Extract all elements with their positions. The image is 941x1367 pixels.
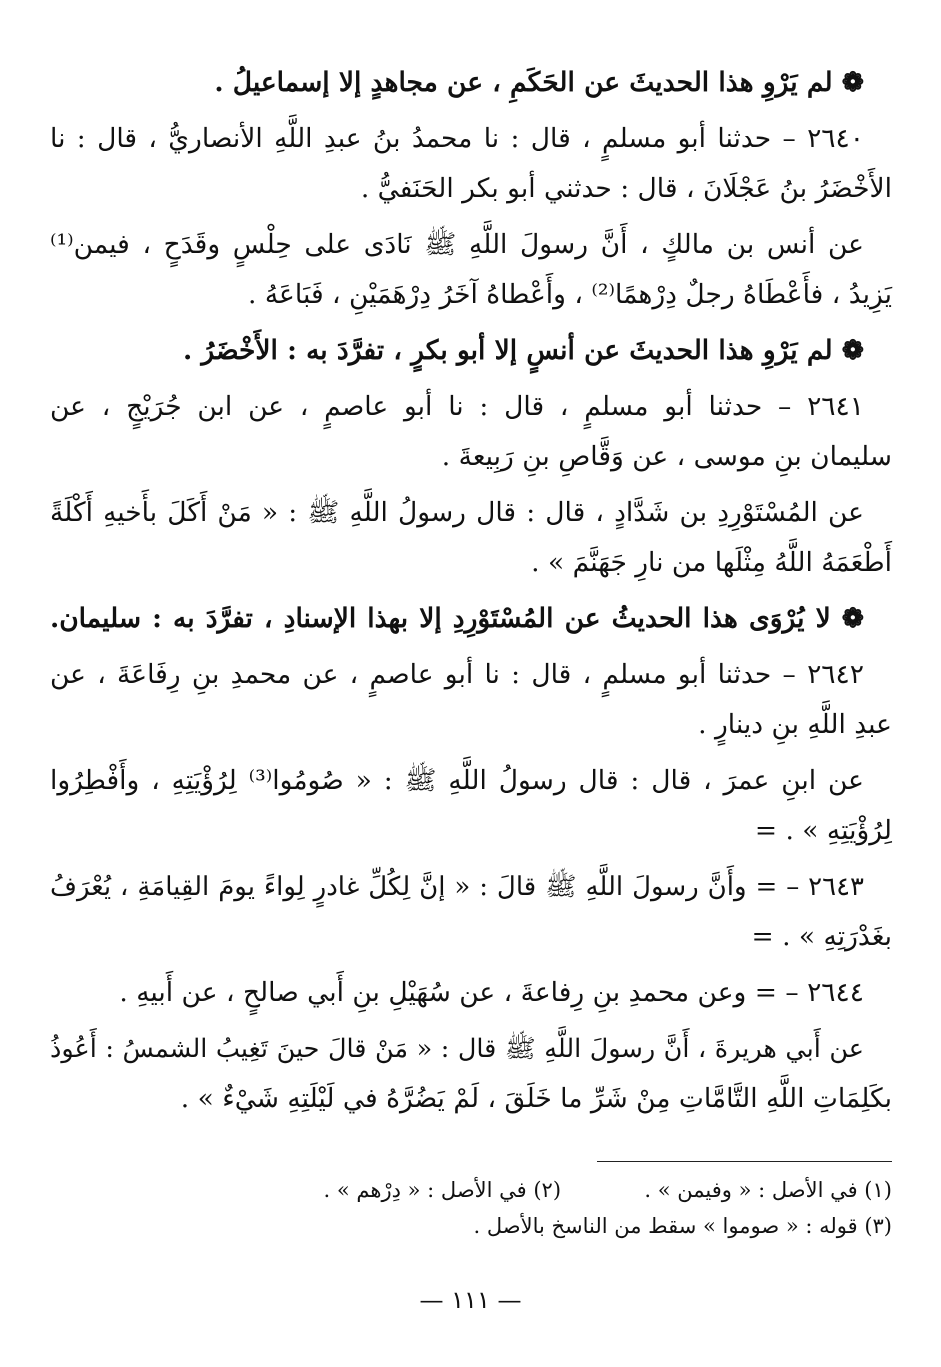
page-body — [50, 58, 892, 1124]
text-line: لِرُؤْيَتِهِ » . = — [754, 815, 892, 846]
footnote-line-1 — [50, 1172, 892, 1208]
text-line: ٢٦٤٤ – = وعن محمدِ بنِ رِفاعةَ ، عن سُهَيْلِ بنِ أَبي صالحٍ ، عن أَبيهِ . — [119, 977, 864, 1008]
commentary-line: ❁ لم يَرْوِ هذا الحديثَ عن أنسٍ إلا أبو بكرٍ ، تفرَّدَ به : الأَخْضَرُ . — [182, 335, 864, 366]
text-line: عن ابنِ عمرَ ، قال : قال رسولُ اللَّهِ ﷺ : « صُومُوا⁽³⁾ لِرُؤْيَتِهِ ، وأَفْطِرُوا — [50, 765, 864, 796]
page-number: — ١١١ — — [419, 1286, 522, 1314]
footnote-3: (٣) قوله : « صوموا » سقط من الناسخ بالأصل . — [473, 1214, 892, 1238]
footnote-1: (١) في الأصل : « وفيمن » . — [644, 1178, 892, 1202]
text-line: بكَلِمَاتِ اللَّهِ التَّامَّاتِ مِنْ شَرِّ ما خَلَقَ ، لَمْ يَضُرَّهُ في لَيْلَتِهِ شَيْءٌ » . — [180, 1083, 892, 1114]
commentary-line: ❁ لم يَرْوِ هذا الحديثَ عن الحَكَمِ ، عن مجاهدٍ إلا إسماعيلُ . — [214, 67, 864, 98]
text-line: عن أَبي هريرةَ ، أَنَّ رسولَ اللَّهِ ﷺ قال : « مَنْ قالَ حينَ تَغِيبُ الشمسُ : أَعُوذُ — [50, 1034, 864, 1064]
text-line: أَطْعَمَهُ اللَّهُ مِثْلَها من نارِ جَهَنَّمَ » . — [531, 547, 892, 578]
text-line: عبدِ اللَّهِ بنِ دينارٍ . — [698, 709, 892, 740]
text-line: ٢٦٤٠ – حدثنا أبو مسلمٍ ، قال : نا محمدُ بنُ عبدِ اللَّهِ الأنصاريُّ ، قال : نا — [50, 123, 864, 154]
text-line: سليمان بنِ موسى ، عن وَقَّاصِ بنِ رَبِيعةَ . — [441, 441, 892, 472]
footnote-2: (٢) في الأصل : « دِرْهم » . — [323, 1178, 562, 1202]
commentary-line: ❁ لا يُرْوَى هذا الحديثُ عن المُسْتَوْرِدِ إلا بهذا الإسنادِ ، تفرَّدَ به : سليمان. — [50, 603, 864, 634]
text-line: عن المُسْتَوْرِدِ بن شَدَّادٍ ، قال : قال رسولُ اللَّهِ ﷺ : « مَنْ أَكَلَ بأَخيهِ أَكْلَةً — [50, 497, 864, 528]
text-line: الأَخْضَرُ بنُ عَجْلَانَ ، قال : حدثني أبو بكر الحَنَفيُّ . — [360, 173, 892, 204]
footnote-line-2 — [50, 1208, 892, 1244]
text-line: عن أنس بن مالكٍ ، أَنَّ رسولَ اللَّهِ ﷺ نَادَى على حِلْسٍ وقَدَحٍ ، فيمن⁽¹⁾ — [50, 229, 864, 260]
text-line: يَزِيدُ ، فأَعْطَاهُ رجلٌ دِرْهمًا⁽²⁾ ، وأَعْطاهُ آخَرُ دِرْهَمَيْنِ ، فَبَاعَهُ . — [248, 279, 892, 310]
text-line: ٢٦٤٢ – حدثنا أبو مسلمٍ ، قال : نا أبو عاصمٍ ، عن محمدِ بنِ رِفَاعَةَ ، عن — [50, 659, 864, 690]
footnote-rule — [597, 1161, 892, 1162]
text-line: بغَدْرَتِهِ » . = — [751, 921, 892, 952]
footnotes — [50, 1172, 892, 1244]
text-line: ٢٦٤٣ – = وأَنَّ رسولَ اللَّهِ ﷺ قالَ : « إنَّ لِكُلِّ غادرٍ لِواءً يومَ القِيامَةِ ، يُعْرَفُ — [50, 872, 864, 902]
text-line: ٢٦٤١ – حدثنا أبو مسلمٍ ، قال : نا أبو عاصمٍ ، عن ابن جُرَيْجٍ ، عن — [50, 391, 864, 422]
